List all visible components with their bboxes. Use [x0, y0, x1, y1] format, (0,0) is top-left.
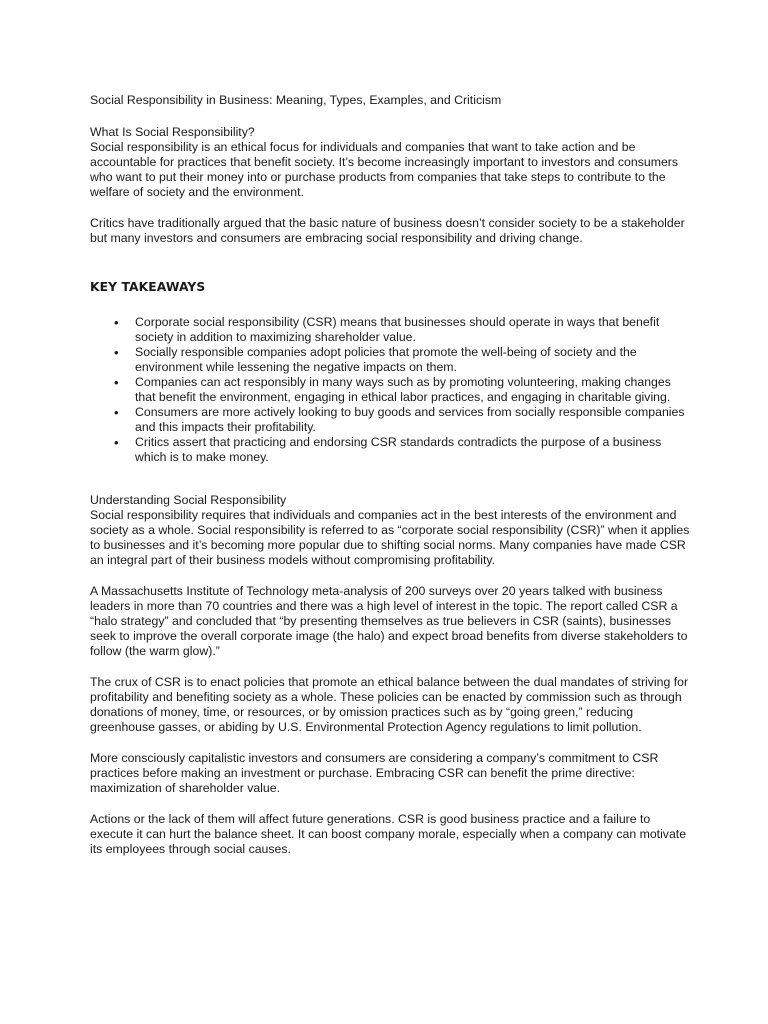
paragraph-definition: Social responsibility is an ethical focus for individuals and companies that want to take action and be accountable for practices that benefit society. It’s become increasingly important to investors and consumers who want to put their money into or purchase products from companies that take steps to contribute to the welfare of society and the environment.: [90, 140, 679, 199]
list-item: • Socially responsible companies adopt policies that promote the well-being of society and the environment while lessening the negative impacts on them.: [135, 345, 690, 375]
list-item: • Corporate social responsibility (CSR) means that businesses should operate in ways that benefit society in addition to maximizing shareholder value.: [135, 315, 690, 345]
section-heading-what-is: What Is Social Responsibility?: [90, 125, 255, 139]
paragraph-capitalistic: More consciously capitalistic investors and consumers are considering a company’s commitment to CSR practices before making an investment or purchase. Embracing CSR can benefit the prime directive: maximization of shareholder value.: [90, 751, 659, 795]
paragraph-critics: Critics have traditionally argued that the basic nature of business doesn’t consider society to be a stakeholder but many investors and consumers are embracing social responsibility and driving change.: [90, 216, 685, 245]
paragraph-actions: Actions or the lack of them will affect future generations. CSR is good business practice and a failure to execute it can hurt the balance sheet. It can boost company morale, especially when a company can motivate its employees through social causes.: [90, 812, 687, 856]
key-takeaways-heading: KEY TAKEAWAYS: [90, 280, 206, 294]
key-takeaways-list: [90, 315, 690, 465]
paragraph-crux: The crux of CSR is to enact policies that promote an ethical balance between the dual mandates of striving for profitability and benefiting society as a whole. These policies can be enacted by commission such as through donations of money, time, or resources, or by omission practices such as by “going green,” reducing greenhouse gasses, or abiding by U.S. Environmental Protection Agency regulations to limit pollution.: [90, 675, 689, 734]
list-item: • Critics assert that practicing and endorsing CSR standards contradicts the purpose of a business which is to make money.: [135, 435, 690, 465]
section-heading-understanding: Understanding Social Responsibility: [90, 493, 287, 507]
paragraph-mit-analysis: A Massachusetts Institute of Technology meta-analysis of 200 surveys over 20 years talked with business leaders in more than 70 countries and there was a high level of interest in the topic. The report called CSR a “halo strategy” and concluded that “by presenting themselves as true believers in CSR (saints), businesses seek to improve the overall corporate image (the halo) and expect broad benefits from diverse stakeholders to follow (the warm glow).”: [90, 584, 688, 658]
document-page: [90, 93, 690, 873]
paragraph-understanding: Social responsibility requires that individuals and companies act in the best interests of the environment and society as a whole. Social responsibility is referred to as “corporate social responsibility (CSR)” when it applies to businesses and it’s becoming more popular due to shifting social norms. Many companies have made CSR an integral part of their business models without compromising profitability.: [90, 508, 690, 567]
document-title: Social Responsibility in Business: Meaning, Types, Examples, and Criticism: [90, 93, 502, 107]
list-item: • Companies can act responsibly in many ways such as by promoting volunteering, making changes that benefit the environment, engaging in ethical labor practices, and engaging in charitable giving.: [135, 375, 690, 405]
list-item: • Consumers are more actively looking to buy goods and services from socially responsible companies and this impacts their profitability.: [135, 405, 690, 435]
